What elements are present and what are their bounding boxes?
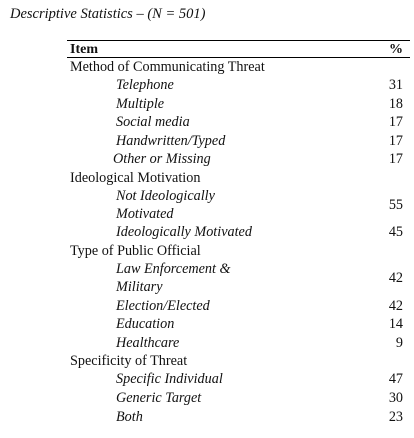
table-row: [67, 370, 410, 389]
row-value: 42: [388, 297, 403, 314]
row-value: 45: [388, 224, 403, 241]
table-row: [67, 76, 410, 95]
percent-column-header: %: [389, 42, 403, 57]
row-value: 31: [388, 77, 403, 93]
row-value: 17: [388, 132, 403, 149]
section-title: Ideological Motivation: [70, 169, 201, 186]
table-caption: Descriptive Statistics – (N = 501): [10, 6, 206, 22]
table-row: [67, 297, 410, 316]
table-row: [67, 187, 410, 224]
row-value: 17: [388, 114, 403, 131]
row-label: Not Ideologically Motivated: [116, 187, 215, 222]
table-row: [67, 260, 410, 297]
row-label: Handwritten/Typed: [116, 132, 226, 149]
row-label: Both: [116, 408, 143, 425]
section-title: Method of Communicating Threat: [70, 59, 265, 75]
row-label: Specific Individual: [116, 371, 223, 388]
row-label: Law Enforcement & Military: [116, 261, 231, 296]
table-row: [67, 150, 410, 169]
section-title: Specificity of Threat: [70, 353, 188, 370]
row-value: 30: [388, 389, 403, 406]
row-label: Healthcare: [116, 334, 180, 351]
row-value: 18: [388, 95, 403, 112]
row-label: Social media: [116, 114, 190, 131]
table-header: [67, 41, 410, 57]
table-row: [67, 315, 410, 334]
descriptive-statistics-table: [67, 40, 410, 426]
row-value: 9: [395, 334, 403, 351]
row-label: Education: [116, 316, 175, 333]
row-label: Multiple: [116, 95, 165, 112]
section-title: Type of Public Official: [70, 243, 201, 260]
table-row: [67, 389, 410, 408]
table-row: [67, 95, 410, 114]
row-value: 17: [388, 151, 403, 168]
row-label: Ideologically Motivated: [116, 224, 252, 241]
row-label: Other or Missing: [113, 151, 211, 168]
table-row: [67, 132, 410, 151]
row-value: 23: [388, 408, 403, 425]
table-row: [67, 408, 410, 427]
row-value: 47: [388, 371, 403, 388]
table-row: [67, 334, 410, 353]
row-value: 42: [388, 270, 403, 287]
table-row: [67, 113, 410, 132]
row-value: 14: [388, 316, 403, 333]
table-row: [67, 223, 410, 242]
row-label: Telephone: [116, 77, 174, 93]
row-label: Election/Elected: [116, 297, 210, 314]
row-label: Generic Target: [116, 389, 202, 406]
item-column-header: Item: [70, 42, 98, 57]
row-value: 55: [388, 196, 403, 213]
